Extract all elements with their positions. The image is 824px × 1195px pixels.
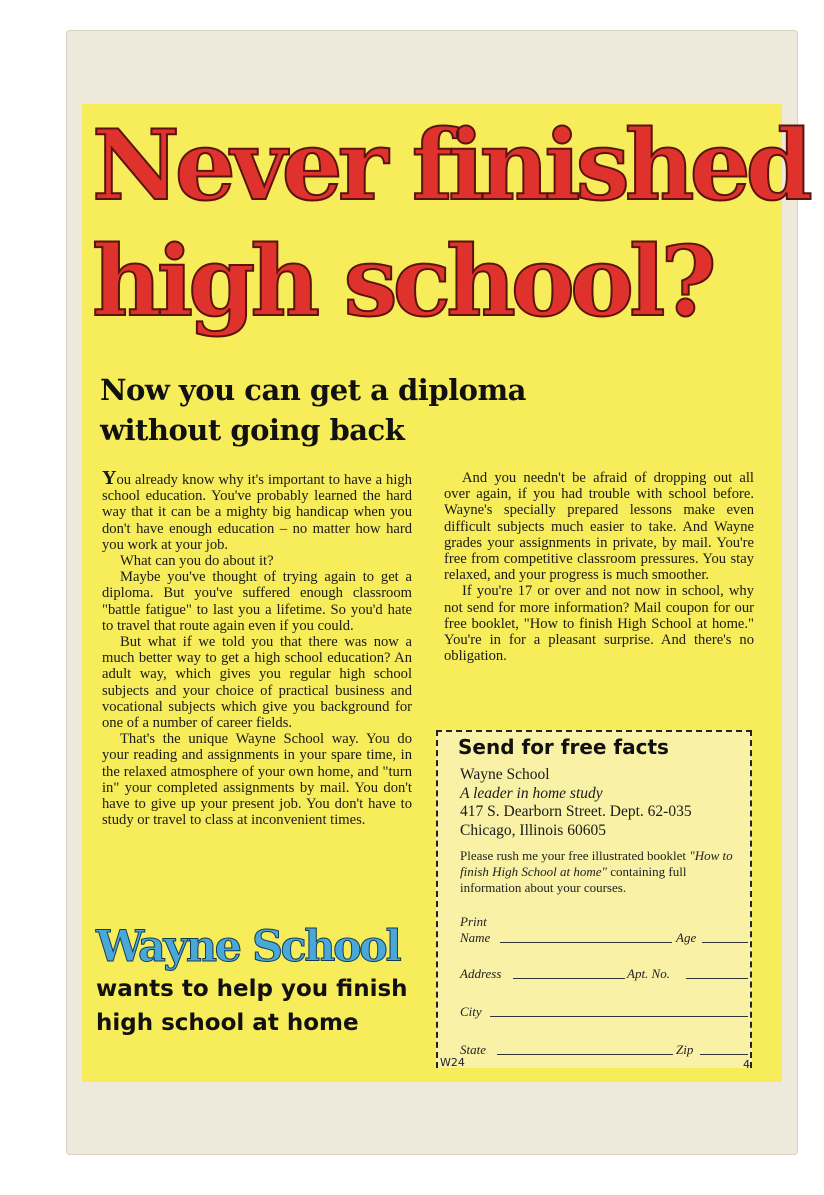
wayne-school-logo: Wayne School xyxy=(96,922,400,972)
body-column-right xyxy=(444,470,754,664)
zip-label: Zip xyxy=(676,1042,694,1057)
coupon-request-text xyxy=(460,848,750,896)
ad-code-right: 4 xyxy=(743,1058,750,1071)
booklet-title: "How to finish High School at home" xyxy=(460,848,733,879)
body-paragraph: If you're 17 or over and not now in school, why not send for more information? Mail coupon for our free booklet, "How to finish High School at home." You're in for a pleasant surprise. And there's no obligation. xyxy=(444,583,754,665)
subheadline-line-2: without going back xyxy=(100,413,405,447)
name-field[interactable] xyxy=(500,942,672,943)
coupon-title: Send for free facts xyxy=(458,735,669,759)
ad-code-left: W24 xyxy=(440,1056,465,1069)
state-label: State xyxy=(460,1042,486,1057)
body-paragraph: Maybe you've thought of trying again to get a diploma. But you've suffered enough classroom "battle fatigue" to last you a lifetime. So you'd hate to travel that route again even if you could. xyxy=(102,569,412,634)
subheadline xyxy=(100,370,600,450)
apt-field[interactable] xyxy=(686,978,748,979)
address-field[interactable] xyxy=(513,978,625,979)
print-label: Print xyxy=(460,914,487,929)
subheadline-line-1: Now you can get a diploma xyxy=(100,373,526,407)
headline-line-2: high school? xyxy=(92,225,712,338)
name-label: Name xyxy=(460,930,491,945)
coupon-motto: A leader in home study xyxy=(460,784,603,802)
body-column-left xyxy=(102,467,412,829)
headline-line-1: Never finished xyxy=(92,109,808,222)
body-paragraph: What can you do about it? xyxy=(120,553,274,570)
brand-tagline xyxy=(96,972,416,1040)
zip-field[interactable] xyxy=(700,1054,748,1055)
coupon-address xyxy=(460,766,750,840)
headline xyxy=(92,108,808,340)
apt-label: Apt. No. xyxy=(627,966,670,981)
coupon-street: 417 S. Dearborn Street. Dept. 62-035 xyxy=(460,803,692,820)
coupon-school-name: Wayne School xyxy=(460,766,550,783)
age-field[interactable] xyxy=(702,942,748,943)
tagline-line-2: high school at home xyxy=(96,1010,359,1036)
request-pre: Please rush me your free illustrated booklet xyxy=(460,848,686,863)
age-label: Age xyxy=(676,930,697,945)
body-paragraph: You already know why it's important to have a high school education. You've probably learned the hard way that it can be a mighty big handicap when you don't have enough education – no matter how hard you work at your job. xyxy=(102,467,412,553)
body-paragraph: But what if we told you that there was now a much better way to get a high school education? An adult way, which gives you regular high school subjects and your choice of practical business and vocational subjects which give you background for one of a number of career fields. xyxy=(102,634,412,732)
address-label: Address xyxy=(460,966,502,981)
tagline-line-1: wants to help you finish xyxy=(96,976,408,1002)
request-post: containing full information about your courses. xyxy=(460,864,687,895)
body-paragraph: And you needn't be afraid of dropping out all over again, if you had trouble with school before. Wayne's specially prepared lessons make even difficult subjects much easier to take. And Wayne grades your assignments in private, by mail. You're free from competitive classroom pressures. You stay relaxed, and your progress is much smoother. xyxy=(444,470,754,584)
body-paragraph: That's the unique Wayne School way. You do your reading and assignments in your spare time, in the relaxed atmosphere of your own home, and "turn in" your completed assignments by mail. You don't have to give up your present job. You don't have to study or travel to class at inconvenient times. xyxy=(102,731,412,829)
city-field[interactable] xyxy=(490,1016,748,1017)
city-label: City xyxy=(460,1004,482,1019)
coupon-city: Chicago, Illinois 60605 xyxy=(460,821,606,839)
state-field[interactable] xyxy=(497,1054,673,1055)
